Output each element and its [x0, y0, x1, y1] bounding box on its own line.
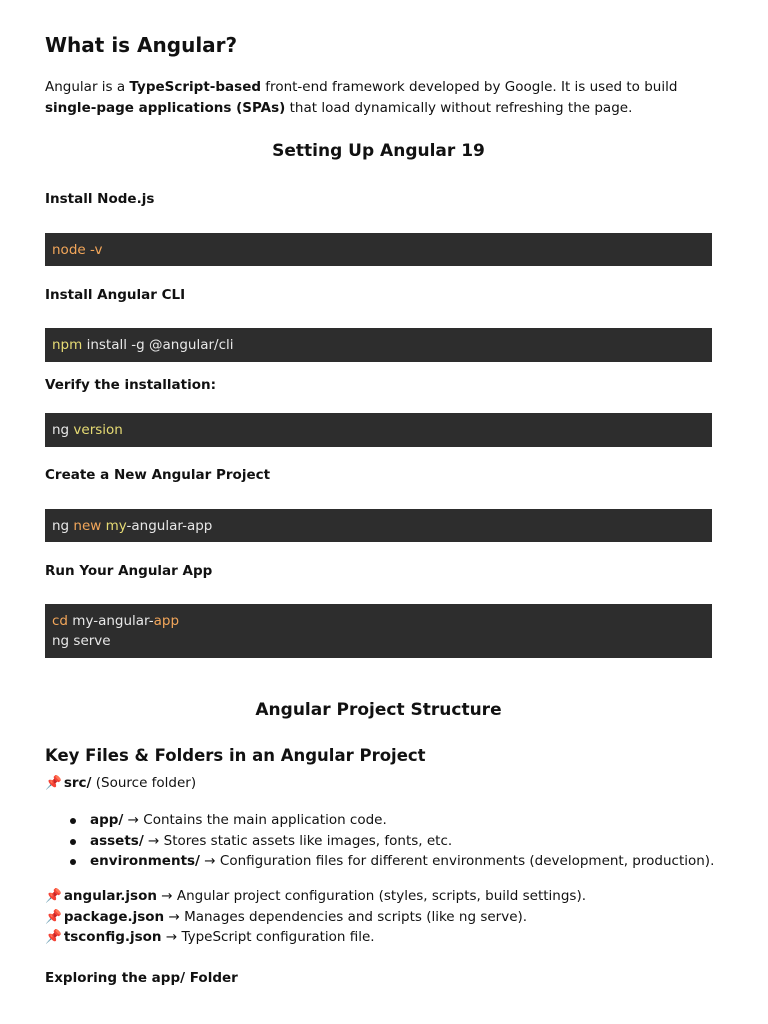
explore-app-folder-label: Exploring the app/ Folder	[45, 970, 238, 986]
step-label-install-node: Install Node.js	[45, 191, 155, 207]
code-block-version[interactable]: ng version	[45, 413, 712, 447]
page-title: What is Angular?	[45, 33, 238, 57]
list-item: 📌 tsconfig.json → TypeScript configuration file.	[45, 929, 375, 945]
step-label-new-project: Create a New Angular Project	[45, 467, 271, 483]
pin-icon: 📌	[45, 908, 62, 925]
setup-heading: Setting Up Angular 19	[272, 141, 485, 161]
code-block-new-project[interactable]: ng new my-angular-app	[45, 509, 712, 542]
step-label-install-cli: Install Angular CLI	[45, 287, 186, 303]
list-item: assets/ → Stores static assets like images, fonts, etc.	[45, 831, 714, 852]
list-item: 📌 package.json → Manages dependencies and scripts (like ng serve).	[45, 908, 528, 925]
intro-paragraph: Angular is a TypeScript-based front-end framework developed by Google. It is used to build single-page applications (SPAs) that load dynamically without refreshing the page.	[45, 79, 678, 116]
src-subfolder-list	[45, 810, 714, 872]
key-files-heading: Key Files & Folders in an Angular Project	[45, 746, 426, 765]
code-block-cli[interactable]: npm install -g @angular/cli	[45, 328, 712, 362]
code-block-run-app[interactable]: cd my-angular-app ng serve	[45, 604, 712, 658]
pin-icon: 📌	[45, 775, 62, 791]
src-folder-line: 📌 src/ (Source folder)	[45, 775, 197, 791]
step-label-run-app: Run Your Angular App	[45, 563, 213, 579]
config-files-list	[45, 886, 586, 948]
pin-icon: 📌	[45, 888, 62, 904]
code-block-node[interactable]: node -v	[45, 233, 712, 266]
list-item: app/ → Contains the main application code.	[45, 810, 714, 831]
list-item: 📌 angular.json → Angular project configuration (styles, scripts, build settings).	[45, 888, 587, 904]
structure-heading: Angular Project Structure	[255, 700, 502, 720]
list-item: environments/ → Configuration files for different environments (development, production).	[45, 851, 714, 872]
step-label-verify: Verify the installation:	[45, 377, 217, 393]
pin-icon: 📌	[45, 929, 62, 945]
